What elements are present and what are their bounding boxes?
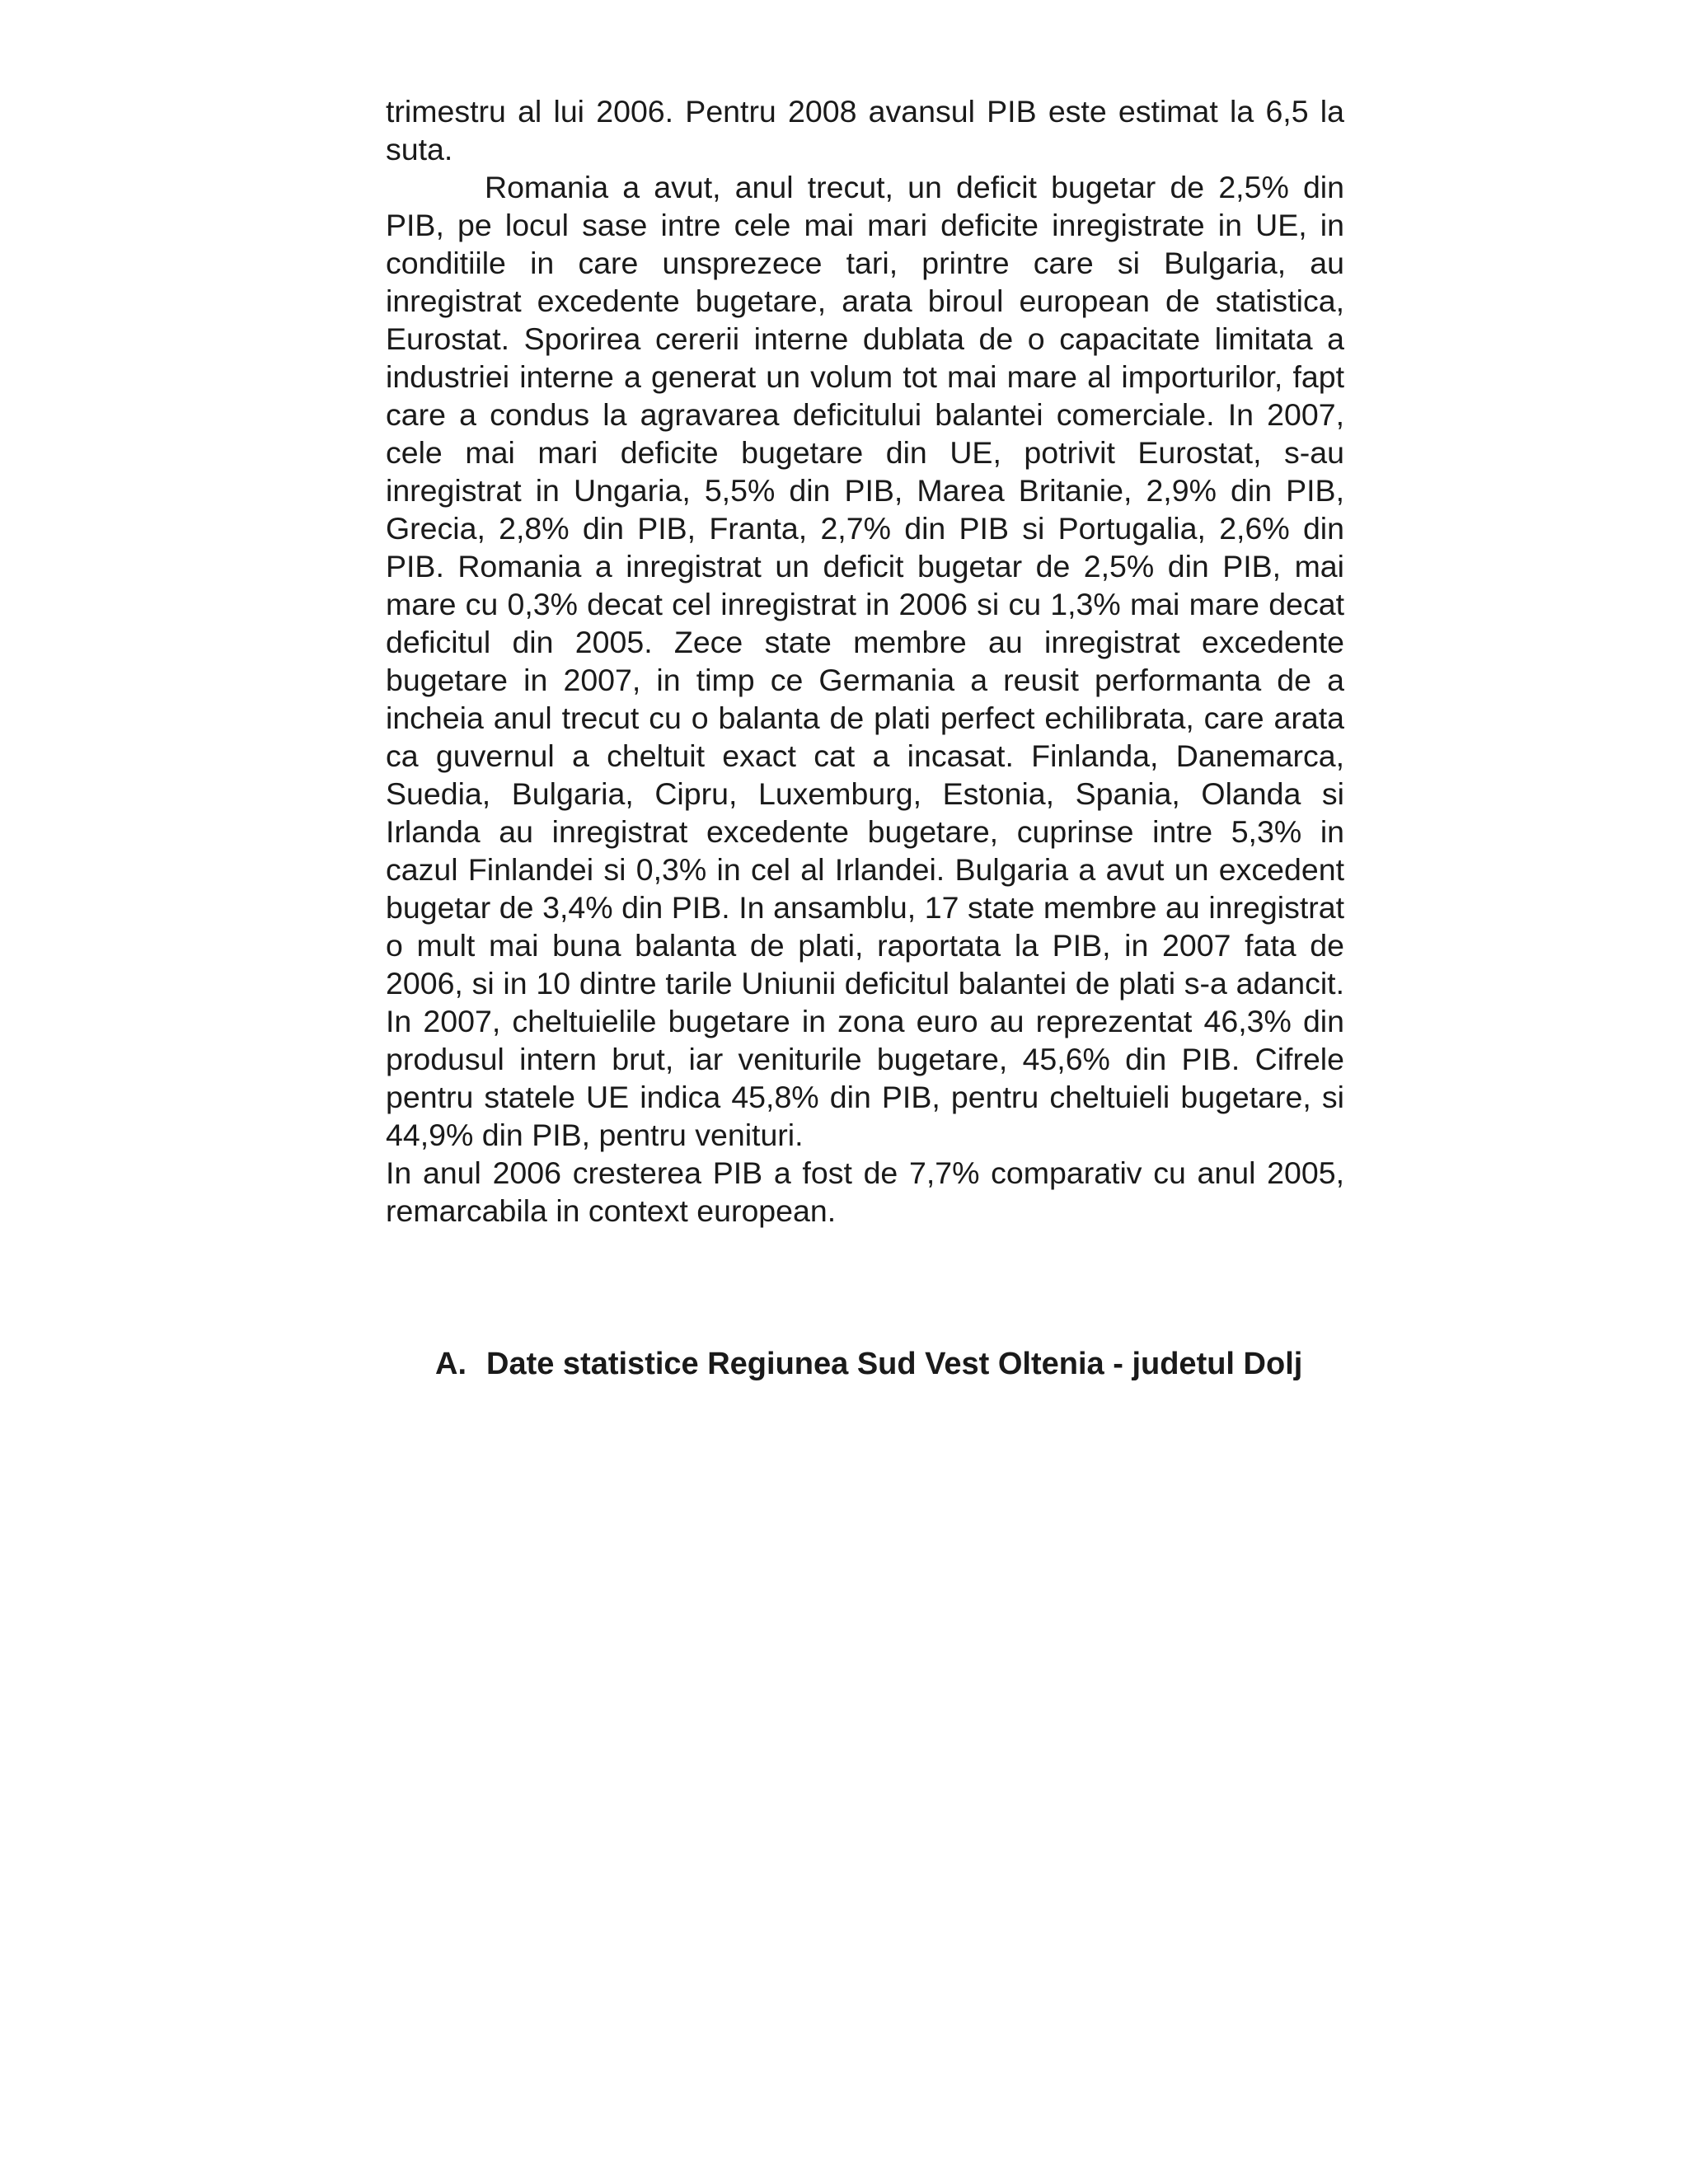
section-heading: [435, 1345, 1302, 1383]
paragraph-continuation: trimestru al lui 2006. Pentru 2008 avansul PIB este estimat la 6,5 la suta.: [386, 94, 1344, 166]
body-text: [386, 92, 1344, 1230]
paragraph-budget-deficit: Romania a avut, anul trecut, un deficit bugetar de 2,5% din PIB, pe locul sase intre cele mai mari deficite inregistrate in UE, in conditiile in care unsprezece tari, printre care si Bulgaria, au inregistrat excedente bugetare, arata biroul european de statistica, Eurostat. Sporirea cererii interne dublata de o capacitate limitata a industriei interne a generat un volum tot mai mare al importurilor, fapt care a condus la agravarea deficitului balantei comerciale. In 2007, cele mai mari deficite bugetare din UE, potrivit Eurostat, s-au inregistrat in Ungaria, 5,5% din PIB, Marea Britanie, 2,9% din PIB, Grecia, 2,8% din PIB, Franta, 2,7% din PIB si Portugalia, 2,6% din PIB. Romania a inregistrat un deficit bugetar de 2,5% din PIB, mai mare cu 0,3% decat cel inregistrat in 2006 si cu 1,3% mai mare decat deficitul din 2005. Zece state membre au inregistrat excedente bugetare in 2007, in timp ce Germania a reusit performanta de a incheia anul trecut cu o balanta de plati perfect echilibrata, care arata ca guvernul a cheltuit exact cat a incasat. Finlanda, Danemarca, Suedia, Bulgaria, Cipru, Luxemburg, Estonia, Spania, Olanda si Irlanda au inregistrat excedente bugetare, cuprinse intre 5,3% in cazul Finlandei si 0,3% in cel al Irlandei. Bulgaria a avut un excedent bugetar de 3,4% din PIB. In ansamblu, 17 state membre au inregistrat o mult mai buna balanta de plati, raportata la PIB, in 2007 fata de 2006, si in 10 dintre tarile Uniunii deficitul balantei de plati s-a adancit. In 2007, cheltuielile bugetare in zona euro au reprezentat 46,3% din produsul intern brut, iar veniturile bugetare, 45,6% din PIB. Cifrele pentru statele UE indica 45,8% din PIB, pentru cheltuieli bugetare, si 44,9% din PIB, pentru venituri.: [386, 170, 1344, 1152]
paragraph-gdp-growth: In anul 2006 cresterea PIB a fost de 7,7% comparativ cu anul 2005, remarcabila in context european.: [386, 1155, 1344, 1228]
section-heading-marker: A.: [435, 1347, 467, 1381]
section-heading-title: Date statistice Regiunea Sud Vest Oltenia - judetul Dolj: [486, 1347, 1303, 1381]
